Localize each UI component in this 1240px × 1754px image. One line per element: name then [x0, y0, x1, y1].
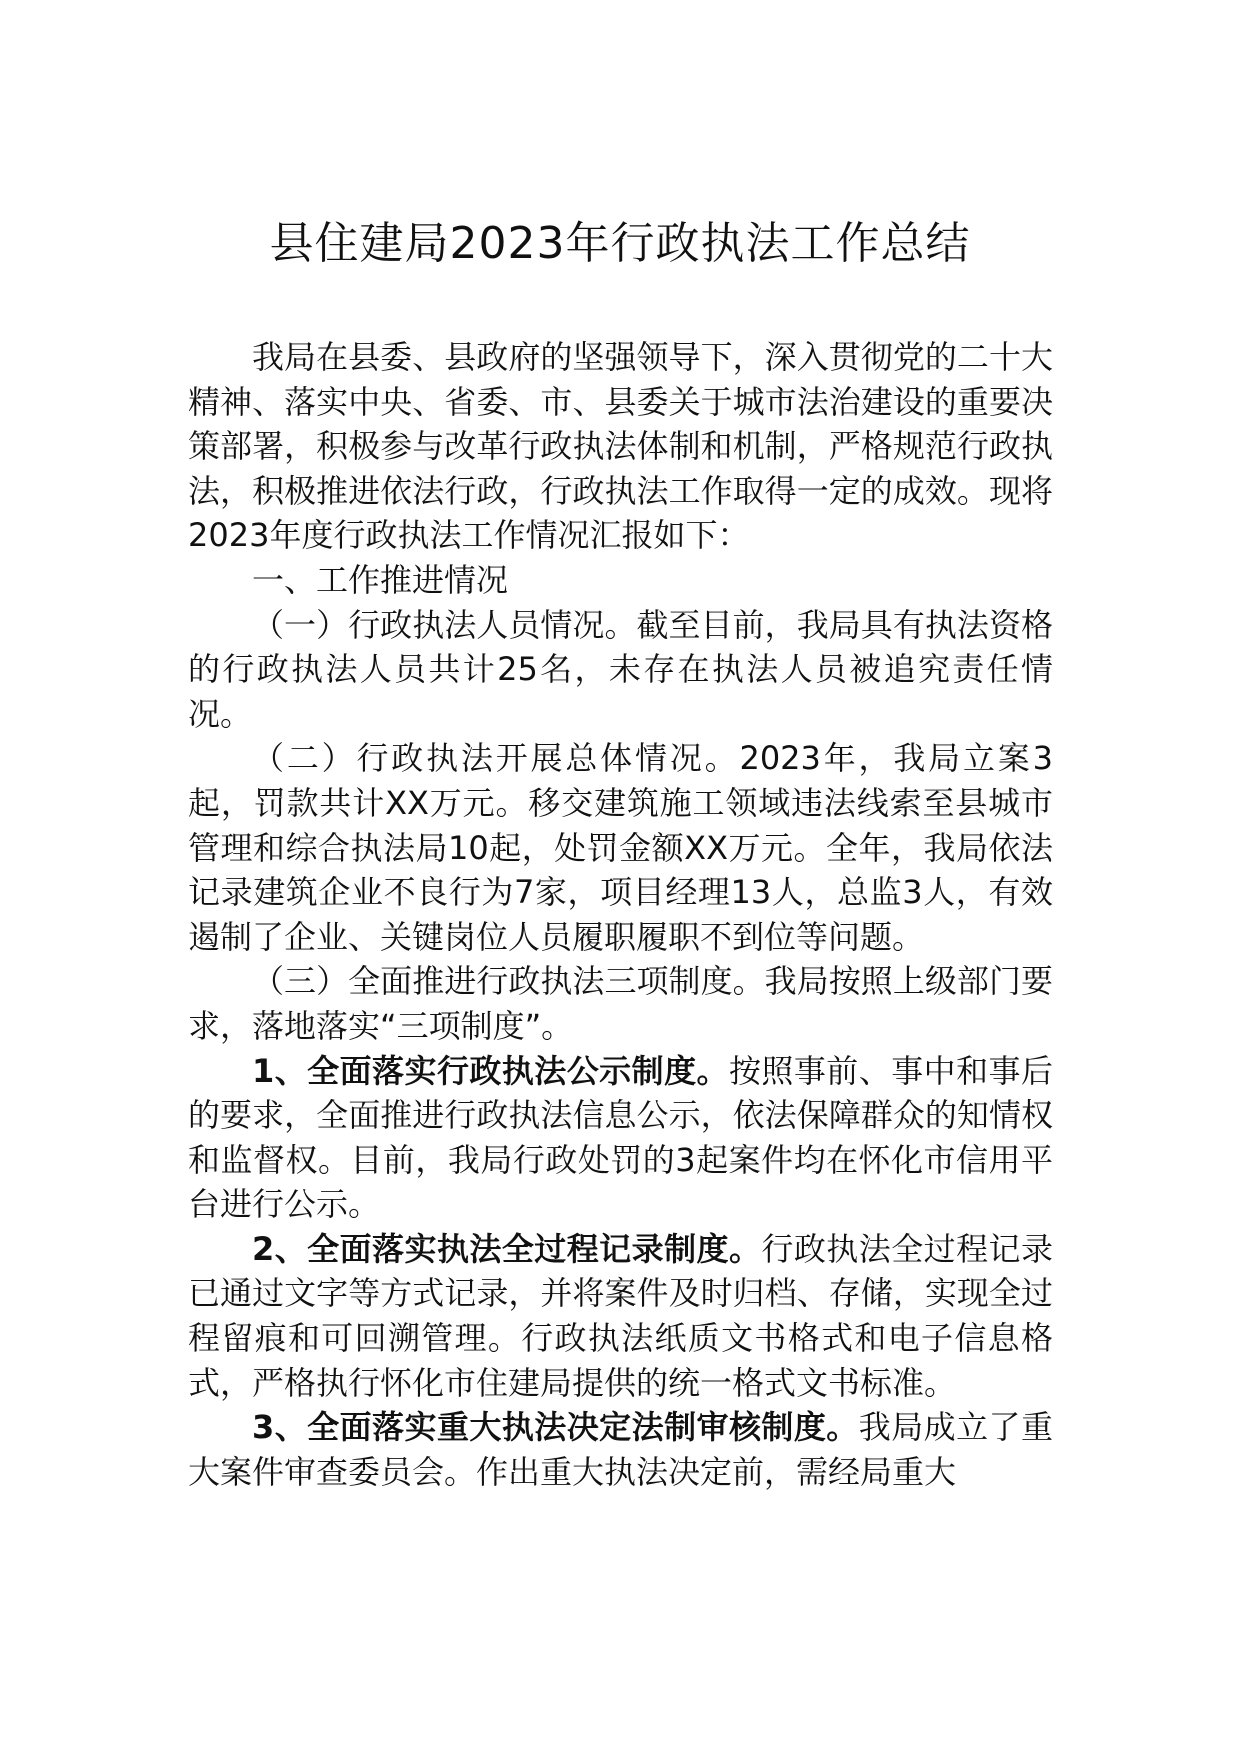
paragraph-personnel — [188, 603, 1053, 737]
paragraph-recording — [188, 1227, 1053, 1405]
paragraph-text: 行政执法全过程记录已通过文字等方式记录，并将案件及时归档、存储，实现全过程留痕和可回溯管理。行政执法纸质文书格式和电子信息格式，严格执行怀化市住建局提供的统一格式文书标准。 — [188, 1229, 1053, 1402]
paragraph-text: 我局在县委、县政府的坚强领导下，深入贯彻党的二十大精神、落实中央、省委、市、县委关于城市法治建设的重要决策部署，积极参与改革行政执法体制和机制，严格规范行政执法，积极推进依法行政，行政执法工作取得一定的成效。现将2023年度行政执法工作情况汇报如下： — [188, 338, 1053, 555]
paragraph-lead: 3、全面落实重大执法决定法制审核制度。 — [252, 1408, 859, 1447]
paragraph-legal-review — [188, 1405, 1053, 1494]
paragraph-text: （一）行政执法人员情况。截至目前，我局具有执法资格的行政执法人员共计25名，未存在执法人员被追究责任情况。 — [188, 605, 1053, 733]
document-title: 县住建局2023年行政执法工作总结 — [269, 218, 971, 269]
paragraph-intro — [188, 335, 1053, 558]
paragraph-text: 一、工作推进情况 — [252, 560, 509, 599]
paragraph-text: （二）行政执法开展总体情况。2023年，我局立案3起，罚款共计XX万元。移交建筑施工领域违法线索至县城市管理和综合执法局10起，处罚金额XX万元。全年，我局依法记录建筑企业不良行为7家，项目经理13人，总监3人，有效遏制了企业、关键岗位人员履职履职不到位等问题。 — [188, 739, 1053, 956]
document-body — [188, 335, 1053, 1494]
paragraph-lead: 2、全面落实执法全过程记录制度。 — [252, 1229, 762, 1268]
paragraph-publicity — [188, 1049, 1053, 1227]
paragraph-overall — [188, 736, 1053, 959]
paragraph-text: （三）全面推进行政执法三项制度。我局按照上级部门要求，落地落实“三项制度”。 — [188, 962, 1053, 1045]
paragraph-text: 按照事前、事中和事后的要求，全面推进行政执法信息公示，依法保障群众的知情权和监督权。目前，我局行政处罚的3起案件均在怀化市信用平台进行公示。 — [188, 1051, 1053, 1224]
paragraph-lead: 1、全面落实行政执法公示制度。 — [252, 1051, 729, 1090]
section-heading — [188, 558, 1053, 603]
paragraph-three-systems — [188, 959, 1053, 1048]
paragraph-text: 我局成立了重大案件审查委员会。作出重大执法决定前，需经局重大 — [188, 1408, 1053, 1491]
